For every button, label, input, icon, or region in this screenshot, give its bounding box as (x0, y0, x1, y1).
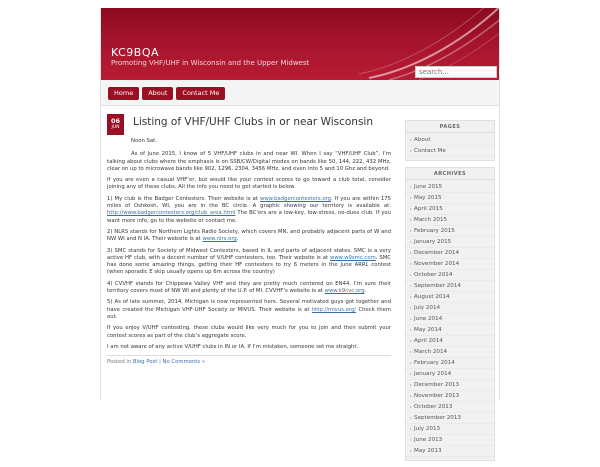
pages-item-label: Contact Me (414, 148, 446, 154)
arrow-icon: ▸ (410, 272, 413, 277)
comments-link[interactable]: No Comments » (162, 359, 206, 366)
text: 1) My club is the Badger Contesters. Their website is at (107, 195, 260, 202)
archives-item[interactable] (406, 435, 494, 446)
site-description: Promoting VHF/UHF in Wisconsin and the Upper Midwest (111, 59, 310, 67)
archives-item[interactable] (406, 391, 494, 402)
archives-item[interactable] (406, 204, 494, 215)
arrow-icon: ▸ (410, 426, 413, 431)
arrow-icon: ▸ (410, 371, 413, 376)
archives-item-label: July 2013 (414, 426, 441, 432)
archives-item-label: May 2014 (414, 327, 442, 333)
archives-item[interactable] (406, 402, 494, 413)
post-paragraph-7 (107, 299, 391, 321)
text: . If you are within 175 miles of Oshkosh, WI, you are in the BC circle. A graphic showing our territory is available at: (107, 195, 391, 210)
archives-item[interactable] (406, 237, 494, 248)
archives-item-label: November 2013 (414, 393, 460, 399)
text: . SMC has done some amazing things, getting their HF contesters to try 6 meters in the June ARRL contest (when sporadic E skip usually opens up 6m across the country) (107, 254, 391, 276)
archives-item-label: August 2014 (414, 294, 450, 300)
post-date-badge (107, 114, 124, 135)
archives-item[interactable] (406, 226, 494, 237)
arrow-icon: ▸ (410, 349, 413, 354)
archives-item-label: April 2015 (414, 206, 443, 212)
posted-in-label: Posted in (107, 359, 133, 366)
post-meta (107, 355, 391, 365)
arrow-icon: ▸ (410, 382, 413, 387)
post-date-day: 06 (110, 117, 121, 125)
arrow-icon: ▸ (410, 327, 413, 332)
post-paragraph-5 (107, 248, 391, 277)
pages-item-label: About (414, 137, 431, 143)
archives-item[interactable] (406, 347, 494, 358)
archives-item-label: May 2013 (414, 448, 442, 454)
sidebar (405, 120, 495, 467)
pages-item[interactable] (406, 146, 494, 157)
main-nav (101, 80, 499, 106)
arrow-icon: ▸ (410, 316, 413, 321)
archives-item-label: September 2013 (414, 415, 461, 421)
archives-item[interactable] (406, 215, 494, 226)
archives-item[interactable] (406, 424, 494, 435)
archives-item-label: April 2014 (414, 338, 443, 344)
archives-item[interactable] (406, 248, 494, 259)
text: Check them out. (107, 306, 392, 320)
post-header (107, 114, 391, 138)
arrow-icon: ▸ (410, 294, 413, 299)
archives-item-label: December 2014 (414, 250, 460, 256)
arrow-icon: ▸ (410, 261, 413, 266)
pages-widget (405, 120, 495, 161)
archives-item-label: June 2015 (414, 184, 443, 190)
archives-widget-title: ARCHIVES (406, 168, 494, 180)
archives-item-label: March 2014 (414, 349, 448, 355)
archives-item-label: February 2014 (414, 360, 455, 366)
post-paragraph-6 (107, 281, 391, 296)
archives-item-label: March 2015 (414, 217, 448, 223)
search-input[interactable] (415, 66, 497, 78)
archives-item[interactable] (406, 446, 494, 457)
arrow-icon: ▸ (410, 437, 413, 442)
arrow-icon: ▸ (410, 228, 413, 233)
post-greeting: Noon Sat. (131, 138, 157, 144)
arrow-icon: ▸ (410, 448, 413, 453)
mivus-link[interactable]: http://mivus.org/ (311, 306, 357, 313)
pages-widget-title: PAGES (406, 121, 494, 133)
archives-item-label: January 2014 (414, 371, 452, 377)
text: The BC’ers are a low-key, low-stress, no-dues club. If you want more info, go to the website or contact me. (107, 210, 391, 224)
archives-item[interactable] (406, 413, 494, 424)
club-area-link[interactable]: http://www.badgercontesters.org/club_area.html (107, 210, 236, 217)
archives-item-label: November 2014 (414, 261, 460, 267)
text: . (364, 288, 367, 295)
pages-item[interactable] (406, 135, 494, 146)
archives-item[interactable] (406, 325, 494, 336)
arrow-icon: ▸ (410, 305, 413, 310)
archives-list (406, 182, 494, 457)
arrow-icon: ▸ (410, 195, 413, 200)
archives-item[interactable] (406, 380, 494, 391)
smc-link[interactable]: www.w9smc.com (330, 254, 376, 261)
archives-item-label: October 2013 (414, 404, 453, 410)
archives-item[interactable] (406, 193, 494, 204)
archives-item[interactable] (406, 369, 494, 380)
archives-item-label: June 2013 (414, 437, 443, 443)
archives-item-label: October 2014 (414, 272, 453, 278)
archives-item-label: May 2015 (414, 195, 442, 201)
text: 4) CVVHF stands for Chippewa Valley VHF and they are pretty much centered on EN44. I’m sure their territory covers most of NW WI and plenty of the U.P. of MI. CVVHF’s website is at (107, 280, 391, 295)
post-body (107, 138, 391, 351)
post-paragraph-9: I am not aware of any active V/UHF clubs in IN or IA. If I’m mistaken, someone set me straight. (107, 343, 359, 350)
archives-item[interactable] (406, 358, 494, 369)
text: 2) NLRS stands for Northern Lights Radio Society, which covers MN, and probably adjacent parts of W and NW WI and N IA. Their website is at (107, 228, 391, 243)
archives-item-label: January 2015 (414, 239, 452, 245)
site-header (101, 8, 499, 80)
arrow-icon: ▸ (410, 415, 413, 420)
arrow-icon: ▸ (410, 217, 413, 222)
post-paragraph-2: If you are even a casual VHF’er, but would like your contest scores to go toward a club total, consider joining any of these clubs. All the info you need to get started is below. (107, 177, 391, 191)
meta-separator: | (157, 359, 163, 366)
arrow-icon: ▸ (410, 404, 413, 409)
arrow-icon: ▸ (410, 250, 413, 255)
post-paragraph-1: As of June 2015, I know of 5 VHF/UHF clubs in and near WI. When I say “VHF/UHF Club”, I’m talking about clubs where the emphasis is on SSB/CW/Digital modes on bands like 50, 144, 222, 432 MHz, clear on up to microwave bands like 902, 1296, 2304, 3456 MHz, and even into 5 and 10 Ghz and beyond. (107, 151, 391, 172)
archives-item-label: June 2014 (414, 316, 443, 322)
post-date-month: JUN (111, 125, 120, 130)
category-link[interactable]: Blog Post (132, 359, 158, 366)
archives-item-label: July 2014 (414, 305, 441, 311)
arrow-icon: ▸ (410, 137, 413, 142)
post-paragraph-8: If you enjoy V/UHF contesting, these clubs would like very much for you to join and then submit your contest scores as part of the club’s aggregate score. (107, 325, 391, 339)
badger-contesters-link[interactable]: www.badgercontesters.org (259, 195, 332, 202)
nlrs-link[interactable]: www.nlrs.org (202, 236, 237, 243)
archives-item-label: September 2014 (414, 283, 461, 289)
archives-item[interactable] (406, 314, 494, 325)
archives-item-label: February 2015 (414, 228, 455, 234)
cvvhf-link[interactable]: www.k9cvc.org (324, 288, 365, 295)
archives-widget (405, 167, 495, 461)
page-wrapper (100, 8, 500, 454)
archives-item-label: December 2013 (414, 382, 460, 388)
text: 3) SMC stands for Society of Midwest Contesters, based in IL and parts of adjacent states. SMC is a very active HF club, with a decent number of V/UHF contesters, too. Their website is at (107, 247, 391, 261)
arrow-icon: ▸ (410, 338, 413, 343)
arrow-icon: ▸ (410, 393, 413, 398)
arrow-icon: ▸ (410, 239, 413, 244)
archives-item[interactable] (406, 270, 494, 281)
archives-item[interactable] (406, 281, 494, 292)
pages-list (406, 135, 494, 157)
arrow-icon: ▸ (410, 360, 413, 365)
post-paragraph-3 (107, 196, 391, 225)
text: . (236, 236, 239, 243)
archives-item[interactable] (406, 292, 494, 303)
post-paragraph-4 (107, 229, 391, 244)
text: 5) As of late summer, 2014, Michigan is now represented here. Several motivated guys got together and have created the Michigan VHF-UHF Society or MIVUS. Their website is at (107, 299, 391, 313)
arrow-icon: ▸ (410, 206, 413, 211)
arrow-icon: ▸ (410, 148, 413, 153)
arrow-icon: ▸ (410, 283, 413, 288)
nav-home-button[interactable]: Home (108, 87, 139, 100)
arrow-icon: ▸ (410, 184, 413, 189)
site-title[interactable]: KC9BQA (111, 46, 160, 59)
archives-item[interactable] (406, 336, 494, 347)
archives-item[interactable] (406, 303, 494, 314)
main-content (101, 106, 399, 400)
nav-contact-button[interactable]: Contact Me (176, 87, 225, 100)
archives-item[interactable] (406, 259, 494, 270)
archives-item[interactable] (406, 182, 494, 193)
post-title[interactable]: Listing of VHF/UHF Clubs in or near Wisconsin (133, 116, 374, 128)
nav-about-button[interactable]: About (142, 87, 173, 100)
